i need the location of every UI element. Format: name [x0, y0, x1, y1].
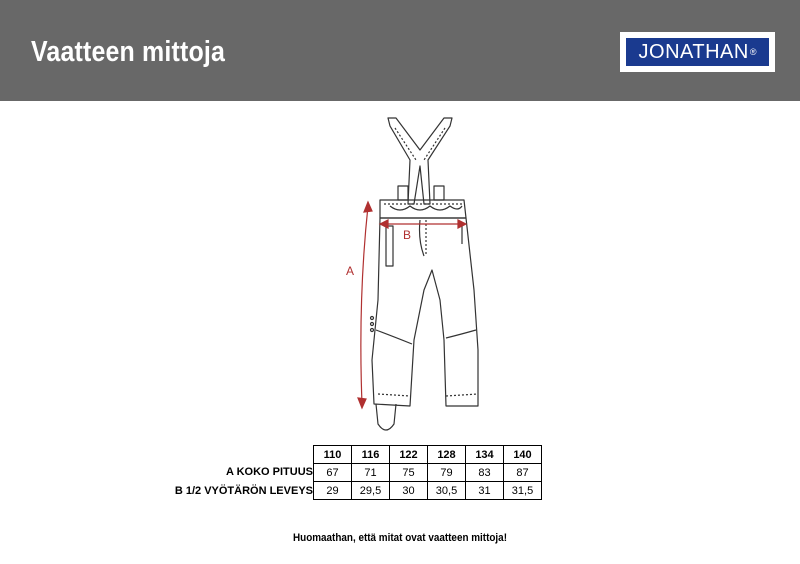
- brand-logo-text: JONATHAN: [638, 40, 749, 63]
- table-cell: 83: [466, 464, 504, 482]
- row-label-length: A KOKO PITUUS: [226, 466, 313, 478]
- table-cell: 71: [352, 464, 390, 482]
- table-cell: 29,5: [352, 482, 390, 500]
- size-header-cell: 122: [390, 446, 428, 464]
- table-cell: 31: [466, 482, 504, 500]
- page-title: Vaatteen mittoja: [31, 36, 226, 68]
- registered-mark: ®: [749, 47, 757, 57]
- table-cell: 30,5: [428, 482, 466, 500]
- size-header-row: [314, 446, 542, 464]
- dimension-a-label: A: [346, 264, 355, 278]
- size-header-cell: 116: [352, 446, 390, 464]
- table-cell: 29: [314, 482, 352, 500]
- table-cell: 87: [504, 464, 542, 482]
- size-header-cell: 110: [314, 446, 352, 464]
- table-cell: 67: [314, 464, 352, 482]
- table-row: [314, 464, 542, 482]
- size-table: [313, 445, 542, 500]
- size-header-cell: 140: [504, 446, 542, 464]
- table-cell: 79: [428, 464, 466, 482]
- table-cell: 75: [390, 464, 428, 482]
- measurement-note: Huomaathan, että mitat ovat vaatteen mittoja!: [292, 532, 508, 544]
- row-label-waist: B 1/2 VYÖTÄRÖN LEVEYS: [174, 485, 313, 497]
- table-row: [314, 482, 542, 500]
- size-header-cell: 134: [466, 446, 504, 464]
- size-header-cell: 128: [428, 446, 466, 464]
- ski-pants-with-suspenders-illustration: [371, 118, 479, 430]
- table-cell: 31,5: [504, 482, 542, 500]
- dimension-b-label: B: [403, 228, 412, 242]
- table-cell: 30: [390, 482, 428, 500]
- dimension-a-arrow: [358, 202, 372, 408]
